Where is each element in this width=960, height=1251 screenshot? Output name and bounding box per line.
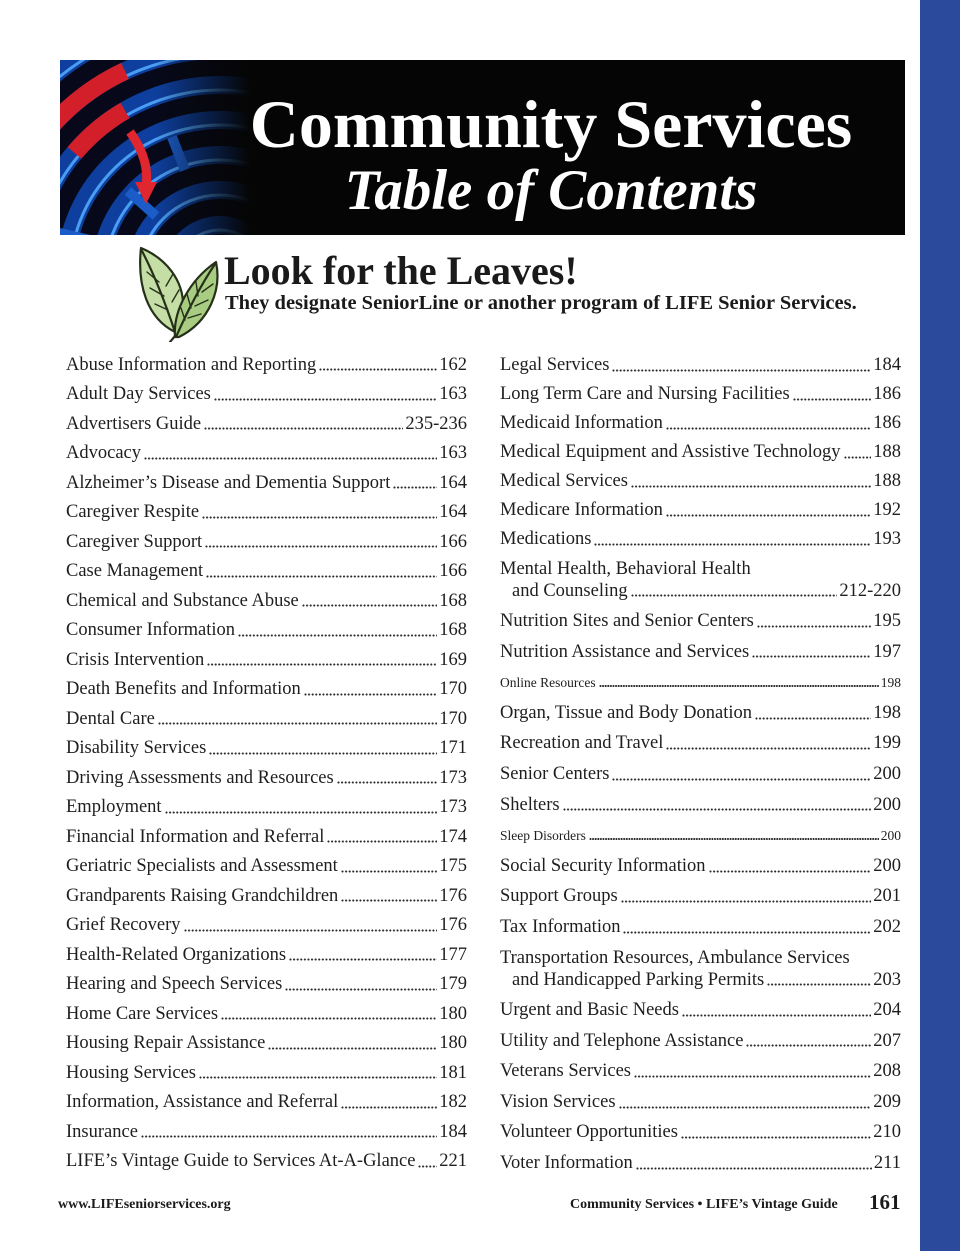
toc-entry-page: 198: [880, 674, 901, 690]
toc-entry-label: Grief Recovery: [66, 915, 181, 935]
toc-entry-veterans-services: [500, 1056, 901, 1087]
dot-leader: [844, 456, 872, 459]
toc-entry-page: 200: [873, 855, 901, 876]
toc-entry-page: 207: [873, 1030, 901, 1051]
toc-entry-label: Organ, Tissue and Body Donation: [500, 702, 752, 723]
toc-entry-page: 166: [439, 531, 467, 552]
toc-entry-page: 168: [439, 590, 467, 611]
toc-entry-page: 170: [439, 708, 467, 729]
toc-entry-page: 170: [439, 679, 467, 699]
toc-entry-label: Chemical and Substance Abuse: [66, 590, 299, 611]
dot-leader: [709, 870, 872, 873]
toc-entry-consumer-information: [66, 616, 467, 646]
dot-leader: [631, 485, 871, 488]
toc-entry-online-resources: [500, 667, 901, 698]
toc-entry-label: Grandparents Raising Grandchildren: [66, 885, 339, 906]
toc-entry-vision-services: [500, 1087, 901, 1118]
toc-entry-line: [500, 969, 901, 991]
toc-entry-page: 235-236: [405, 413, 467, 434]
footer-guide-title: Community Services • LIFE’s Vintage Guide: [570, 1197, 838, 1212]
toc-entry-line: [500, 558, 901, 580]
toc-entry-label: Financial Information and Referral: [66, 826, 325, 847]
dot-leader: [681, 1136, 871, 1139]
toc-entry-label: Legal Services: [500, 354, 610, 375]
toc-entry-page: 180: [439, 1033, 467, 1053]
dot-leader: [144, 457, 437, 460]
toc-entry-advertisers-guide: [66, 409, 467, 439]
toc-entry-label: Consumer Information: [66, 620, 236, 640]
dot-leader: [209, 752, 437, 755]
toc-entry-support-groups: [500, 881, 901, 912]
toc-entry-label: Caregiver Support: [66, 531, 203, 552]
toc-entry-page: 198: [873, 702, 901, 723]
toc-entry-label: Information, Assistance and Referral: [66, 1092, 339, 1112]
leaves-note: They designate SeniorLine or another program of LIFE Senior Services.: [225, 292, 857, 314]
toc-entry-label: Shelters: [500, 794, 560, 815]
toc-entry-label: Nutrition Assistance and Services: [500, 641, 750, 662]
toc-entry-page: 177: [439, 944, 467, 965]
toc-entry-medications: [500, 525, 901, 554]
dot-leader: [757, 625, 871, 628]
toc-entry-label: Alzheimer’s Disease and Dementia Support: [66, 472, 391, 493]
toc-entry-life-s-vintage-guide-to-services-at-a-glance: [66, 1147, 467, 1177]
dot-leader: [341, 899, 437, 902]
toc-entry-label: Utility and Telephone Assistance: [500, 1030, 744, 1051]
toc-entry-death-benefits-and-information: [66, 675, 467, 705]
dot-leader: [268, 1047, 437, 1050]
toc-entry-page: 164: [439, 502, 467, 522]
toc-entry-caregiver-support: [66, 527, 467, 557]
toc-entry-label: Nutrition Sites and Senior Centers: [500, 611, 754, 632]
toc-entry-label: Adult Day Services: [66, 384, 211, 404]
dot-leader: [158, 722, 437, 725]
toc-entry-voter-information: [500, 1148, 901, 1179]
toc-entry-label: Online Resources: [500, 674, 596, 690]
dot-leader: [752, 655, 871, 658]
toc-entry-page: 162: [439, 354, 467, 375]
toc-entry-caregiver-respite: [66, 498, 467, 528]
dot-leader: [623, 931, 871, 934]
toc-entry-label: Employment: [66, 797, 162, 817]
dot-leader: [199, 1076, 437, 1079]
toc-entry-page: 221: [439, 1151, 467, 1171]
toc-entry-label: Long Term Care and Nursing Facilities: [500, 383, 790, 404]
toc-entry-label: Tax Information: [500, 916, 621, 937]
header-banner: [60, 60, 905, 235]
toc-entry-urgent-and-basic-needs: [500, 995, 901, 1026]
toc-entry-page: 166: [439, 561, 467, 581]
dot-leader: [666, 427, 871, 430]
dot-leader: [207, 663, 437, 666]
toc-entry-alzheimer-s-disease-and-dementia-support: [66, 468, 467, 498]
toc-entry-geriatric-specialists-and-assessment: [66, 852, 467, 882]
toc-entry-label: Disability Services: [66, 738, 207, 758]
toc-entry-label: Crisis Intervention: [66, 649, 205, 670]
dot-leader: [202, 516, 437, 519]
toc-entry-page: 169: [439, 649, 467, 670]
toc-entry-medical-services: [500, 467, 901, 496]
toc-entry-label: Social Security Information: [500, 855, 706, 876]
toc-entry-medicare-information: [500, 496, 901, 525]
dot-leader: [746, 1044, 871, 1047]
toc-entry-label: Death Benefits and Information: [66, 679, 301, 699]
dot-leader: [221, 1017, 437, 1020]
leaves-heading: Look for the Leaves!: [224, 248, 578, 293]
dot-leader: [285, 988, 437, 991]
toc-entry-financial-information-and-referral: [66, 822, 467, 852]
toc-entry-label: Urgent and Basic Needs: [500, 1000, 679, 1021]
toc-entry-label: Support Groups: [500, 886, 618, 907]
toc-entry-grief-recovery: [66, 911, 467, 941]
dot-leader: [612, 778, 871, 781]
toc-entry-recreation-and-travel: [500, 728, 901, 759]
toc-entry-page: 179: [439, 974, 467, 994]
toc-entry-line: [500, 947, 901, 969]
toc-entry-page: 200: [873, 794, 901, 815]
toc-entry-housing-services: [66, 1058, 467, 1088]
toc-entry-page: 173: [439, 797, 467, 817]
toc-entry-label: Case Management: [66, 561, 204, 581]
toc-entry-medicaid-information: [500, 409, 901, 438]
dot-leader: [563, 808, 872, 811]
toc-entry-case-management: [66, 557, 467, 587]
dot-leader: [393, 486, 437, 489]
toc-entry-transportation-resources-ambulance-services: [500, 943, 901, 996]
toc-entry-legal-services: [500, 351, 901, 380]
toc-entry-organ-tissue-and-body-donation: [500, 698, 901, 729]
toc-entry-label: Advertisers Guide: [66, 413, 202, 434]
footer-website-link[interactable]: www.LIFEseniorservices.org: [58, 1197, 231, 1212]
toc-entry-mental-health-behavioral-health: [500, 554, 901, 607]
toc-entry-label: Dental Care: [66, 708, 155, 729]
dot-leader: [184, 929, 438, 932]
toc-entry-chemical-and-substance-abuse: [66, 586, 467, 616]
toc-entry-label: Hearing and Speech Services: [66, 974, 283, 994]
dot-leader: [636, 1167, 872, 1170]
toc-entry-page: 192: [873, 499, 901, 520]
dot-leader: [302, 604, 438, 607]
toc-entry-page: 211: [873, 1153, 901, 1174]
dot-leader: [634, 1075, 871, 1078]
toc-entry-label: Abuse Information and Reporting: [66, 354, 317, 375]
toc-entry-page: 186: [873, 412, 901, 433]
toc-entry-line: [500, 580, 901, 602]
toc-entry-page: 176: [439, 915, 467, 935]
toc-entry-label: Medical Services: [500, 470, 628, 491]
dot-leader: [594, 543, 871, 546]
toc-entry-page: 209: [873, 1091, 901, 1112]
toc-entry-medical-equipment-and-assistive-technology: [500, 438, 901, 467]
toc-entry-page: 210: [873, 1122, 901, 1143]
toc-entry-label-continued: and Handicapped Parking Permits: [512, 969, 765, 990]
toc-entry-label: Veterans Services: [500, 1061, 631, 1082]
dot-leader: [204, 427, 403, 430]
toc-entry-label: Vision Services: [500, 1091, 616, 1112]
toc-entry-label: Housing Services: [66, 1062, 196, 1083]
dot-leader: [619, 1106, 872, 1109]
dot-leader: [205, 545, 437, 548]
dot-leader: [214, 398, 437, 401]
toc-entry-disability-services: [66, 734, 467, 764]
toc-entry-page: 199: [873, 733, 901, 754]
page-subtitle: Table of Contents: [344, 159, 758, 222]
dot-leader: [755, 717, 871, 720]
toc-entry-page: 174: [439, 826, 467, 847]
toc-entry-adult-day-services: [66, 380, 467, 410]
dot-leader: [767, 983, 871, 986]
toc-entry-label: Caregiver Respite: [66, 502, 200, 522]
toc-entry-page: 197: [873, 641, 901, 662]
toc-entry-page: 184: [439, 1121, 467, 1142]
toc-entry-label: Recreation and Travel: [500, 733, 664, 754]
dot-leader: [238, 634, 437, 637]
toc-entry-label: Driving Assessments and Resources: [66, 767, 334, 788]
toc-entry-crisis-intervention: [66, 645, 467, 675]
toc-entry-page: 200: [880, 827, 901, 843]
dot-leader: [631, 594, 838, 597]
toc-entry-label: Medical Equipment and Assistive Technology: [500, 441, 841, 462]
toc-entry-page: 171: [439, 738, 467, 758]
toc-entry-page: 186: [873, 383, 901, 404]
toc-entry-nutrition-assistance-and-services: [500, 637, 901, 668]
toc-entry-label: LIFE’s Vintage Guide to Services At-A-Glance: [66, 1151, 416, 1171]
dot-leader: [206, 575, 437, 578]
dot-leader: [337, 781, 438, 784]
toc-entry-page: 203: [873, 969, 901, 990]
toc-entry-abuse-information-and-reporting: [66, 350, 467, 380]
toc-entry-long-term-care-and-nursing-facilities: [500, 380, 901, 409]
toc-entry-driving-assessments-and-resources: [66, 763, 467, 793]
toc-entry-page: 173: [439, 767, 467, 788]
toc-entry-label: Health-Related Organizations: [66, 944, 287, 965]
toc-entry-home-care-services: [66, 999, 467, 1029]
toc-entry-grandparents-raising-grandchildren: [66, 881, 467, 911]
toc-entry-employment: [66, 793, 467, 823]
toc-entry-label: Home Care Services: [66, 1003, 219, 1024]
toc-entry-label: Senior Centers: [500, 764, 610, 785]
dot-leader: [341, 1106, 437, 1109]
toc-entry-sleep-disorders: [500, 820, 901, 851]
toc-entry-insurance: [66, 1117, 467, 1147]
toc-entry-label: Housing Repair Assistance: [66, 1033, 266, 1053]
toc-entry-nutrition-sites-and-senior-centers: [500, 606, 901, 637]
dot-leader: [793, 398, 872, 401]
toc-entry-page: 163: [439, 443, 467, 463]
toc-entry-page: 175: [439, 856, 467, 876]
toc-entry-page: 164: [439, 472, 467, 493]
toc-entry-label: Medicare Information: [500, 499, 663, 520]
toc-column-left: [66, 350, 467, 1176]
dot-leader: [599, 684, 879, 687]
toc-entry-page: 188: [873, 441, 901, 462]
toc-entry-page: 184: [873, 354, 901, 375]
dot-leader: [141, 1135, 437, 1138]
toc-entry-housing-repair-assistance: [66, 1029, 467, 1059]
dot-leader: [666, 747, 871, 750]
dot-leader: [621, 900, 872, 903]
toc-entry-page: 201: [873, 886, 901, 907]
toc-entry-label-continued: and Counseling: [512, 580, 628, 601]
toc-entry-page: 163: [439, 384, 467, 404]
dot-leader: [319, 368, 437, 371]
toc-entry-information-assistance-and-referral: [66, 1088, 467, 1118]
toc-entry-page: 208: [873, 1061, 901, 1082]
toc-entry-page: 182: [439, 1092, 467, 1112]
toc-entry-health-related-organizations: [66, 940, 467, 970]
toc-entry-label: Mental Health, Behavioral Health: [500, 558, 751, 579]
toc-entry-advocacy: [66, 439, 467, 469]
toc-entry-volunteer-opportunities: [500, 1117, 901, 1148]
toc-entry-page: 180: [439, 1003, 467, 1024]
dot-leader: [682, 1014, 871, 1017]
toc-column-right: [500, 351, 901, 1179]
footer-page-number: 161: [869, 1190, 901, 1214]
dot-leader: [304, 693, 437, 696]
toc-entry-senior-centers: [500, 759, 901, 790]
dot-leader: [418, 1165, 437, 1168]
dot-leader: [341, 870, 437, 873]
dot-leader: [327, 840, 437, 843]
toc-entry-page: 168: [439, 620, 467, 640]
toc-entry-page: 202: [873, 916, 901, 937]
toc-entry-label: Insurance: [66, 1121, 138, 1142]
toc-entry-page: 200: [873, 764, 901, 785]
toc-entry-label: Geriatric Specialists and Assessment: [66, 856, 338, 876]
toc-entry-page: 176: [439, 885, 467, 906]
toc-entry-social-security-information: [500, 851, 901, 882]
dot-leader: [589, 837, 879, 840]
leaves-icon: [135, 240, 219, 342]
dot-leader: [612, 369, 871, 372]
toc-entry-label: Advocacy: [66, 443, 141, 463]
dot-leader: [289, 958, 437, 961]
toc-entry-page: 204: [873, 1000, 901, 1021]
toc-entry-label: Medications: [500, 528, 592, 549]
side-color-stripe: [920, 0, 960, 1251]
toc-entry-page: 181: [439, 1062, 467, 1083]
toc-entry-label: Sleep Disorders: [500, 827, 586, 843]
toc-entry-utility-and-telephone-assistance: [500, 1026, 901, 1057]
toc-entry-label: Transportation Resources, Ambulance Services: [500, 947, 850, 968]
toc-entry-page: 212-220: [839, 580, 901, 601]
dot-leader: [165, 811, 438, 814]
dot-leader: [666, 514, 871, 517]
toc-entry-tax-information: [500, 912, 901, 943]
toc-entry-hearing-and-speech-services: [66, 970, 467, 1000]
toc-entry-dental-care: [66, 704, 467, 734]
toc-entry-label: Volunteer Opportunities: [500, 1122, 678, 1143]
toc-entry-label: Medicaid Information: [500, 412, 663, 433]
toc-entry-page: 193: [873, 528, 901, 549]
page-title: Community Services: [249, 86, 853, 162]
toc-entry-page: 188: [873, 470, 901, 491]
toc-entry-page: 195: [873, 611, 901, 632]
toc-entry-label: Voter Information: [500, 1153, 633, 1174]
toc-entry-shelters: [500, 790, 901, 821]
